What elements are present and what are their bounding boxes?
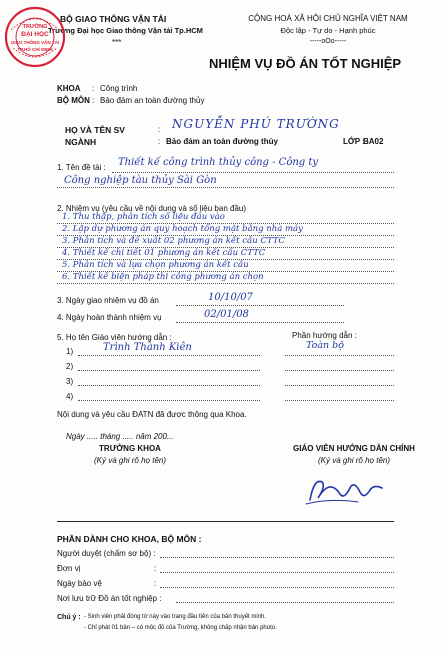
republic-name: CỘNG HOÀ XÃ HỘI CHỦ NGHĨA VIỆT NAM <box>248 14 408 23</box>
class-label: LỚP : <box>343 137 365 146</box>
student-name-value: NGUYỄN PHÚ TRƯỜNG <box>172 117 340 131</box>
khoa-sep: : <box>92 84 95 93</box>
storage-dotline <box>176 602 394 603</box>
topic-line-1: Thiết kế công trình thủy công - Công ty <box>118 157 319 168</box>
finish-date-label: 4. Ngày hoàn thành nhiệm vụ <box>57 313 162 322</box>
student-name-sep: : <box>158 125 161 134</box>
advisor-1-num: 1) <box>66 347 74 356</box>
bomon-value: Bảo đảm an toàn đường thủy <box>100 96 205 105</box>
topic-line-2: Công nghiệp tàu thủy Sài Gòn <box>64 175 217 186</box>
advisor-3-dotline <box>78 385 260 386</box>
advisor-2-num: 2) <box>66 362 74 371</box>
task-3: 3. Phân tích và đề xuất 02 phương án kết cấu CTTC <box>62 236 285 246</box>
reviewer-dotline <box>160 557 394 558</box>
advisor-4-part-dotline <box>285 400 394 401</box>
stamp-text-line3: GIAO THÔNG VẬN TẢI <box>10 40 60 45</box>
motto-ornament: -----oOo----- <box>309 38 347 45</box>
dean-sign-note: (Ký và ghi rõ họ tên) <box>93 456 167 465</box>
advisor-part-label: Phần hướng dẫn : <box>292 331 357 340</box>
topic-label: 1. Tên đề tài : <box>57 163 106 172</box>
task-2: 2. Lập dự phương án quy hoạch tổng mặt bằng nhà máy <box>62 224 303 234</box>
advisor-4-num: 4) <box>66 392 74 401</box>
advisor-4-dotline <box>78 400 260 401</box>
handwritten-signature-icon <box>300 470 390 510</box>
khoa-label: KHOA <box>57 84 81 93</box>
ministry-name: BỘ GIAO THÔNG VẬN TẢI <box>60 14 167 24</box>
major-label: NGÀNH <box>65 137 97 147</box>
advisor-1-name: Trình Thành Kiên <box>103 342 192 353</box>
topic-dotline-2 <box>57 187 394 188</box>
advisor-1-part: Toàn bộ <box>306 340 344 351</box>
advisor-3-num: 3) <box>66 377 74 386</box>
task-5: 5. Phân tích và lựa chọn phương án kết cấu <box>62 260 249 270</box>
defense-date-dotline <box>160 587 394 588</box>
header-stars: *** <box>112 38 122 47</box>
section-divider <box>57 521 394 522</box>
advisor-signature <box>300 470 390 510</box>
task-dotline-6 <box>57 283 394 284</box>
unit-dotline <box>160 572 394 573</box>
defense-date-sep: : <box>154 579 157 588</box>
assign-date-value: 10/10/07 <box>208 292 253 303</box>
advisor-2-dotline <box>78 370 260 371</box>
student-name-label: HỌ VÀ TÊN SV <box>65 125 125 135</box>
tasks-label: 2. Nhiệm vụ (yêu cầu về nội dung và số liệu ban đầu) <box>57 204 247 213</box>
signature-date: Ngày ..... tháng ..... năm 200... <box>66 432 174 441</box>
task-1: 1. Thu thập, phân tích số liệu đầu vào <box>62 212 225 222</box>
advisor-sign-title: GIÁO VIÊN HƯỚNG DẪN CHÍNH <box>293 444 415 453</box>
advisor-sign-note: (Ký và ghi rõ họ tên) <box>317 456 391 465</box>
note-line-1: - Sinh viên phải đóng tờ này vào trang đầu tiên của bản thuyết minh. <box>84 614 267 620</box>
defense-date-label: Ngày bảo vệ <box>57 579 102 588</box>
university-stamp <box>4 6 66 68</box>
dean-title: TRƯỞNG KHOA <box>99 444 161 453</box>
major-sep: : <box>158 137 161 146</box>
unit-label: Đơn vị <box>57 564 81 573</box>
advisor-2-part-dotline <box>285 370 394 371</box>
reviewer-label: Người duyệt (chấm sơ bộ) : <box>57 549 156 558</box>
stamp-text-mid: ĐẠI HỌC <box>21 31 49 38</box>
stamp-text-top: TRƯỜNG <box>22 24 48 30</box>
task-6: 6. Thiết kế biện pháp thi công phương án chọn <box>62 272 264 282</box>
advisor-3-part-dotline <box>285 385 394 386</box>
bomon-sep: : <box>92 96 95 105</box>
major-value: Bảo đảm an toàn đường thủy <box>166 137 278 146</box>
stamp-text-line4: TP.HỒ CHÍ MINH <box>17 47 53 52</box>
finish-date-value: 02/01/08 <box>204 309 249 320</box>
approval-text: Nội dung và yêu cầu ĐATN đã được thông qua Khoa. <box>57 410 247 419</box>
note-label: Chú ý : <box>57 614 81 621</box>
bomon-label: BỘ MÔN <box>57 96 90 105</box>
advisor-1-part-dotline <box>285 355 394 356</box>
page-title: NHIỆM VỤ ĐỒ ÁN TỐT NGHIỆP <box>208 56 402 71</box>
finish-date-dotline <box>176 322 344 323</box>
task-4: 4. Thiết kế chi tiết 01 phương án kết cấu CTTC <box>62 248 266 258</box>
assign-date-dotline <box>176 305 344 306</box>
khoa-value: Công trình <box>100 84 138 93</box>
advisor-label: 5. Họ tên Giáo viên hướng dẫn : <box>57 333 172 342</box>
university-name: Trường Đại học Giao thông Vận tải Tp.HCM <box>48 26 203 35</box>
unit-sep: : <box>154 564 157 573</box>
storage-label: Nơi lưu trữ Đồ án tốt nghiệp : <box>57 594 162 603</box>
topic-dotline-1 <box>112 172 394 173</box>
advisor-1-dotline <box>78 355 260 356</box>
note-line-2: - Chỉ phát 01 bản – có mộc đỏ của Trường, không chấp nhận bản photo. <box>84 625 277 631</box>
national-motto: Độc lập - Tự do - Hạnh phúc <box>280 26 376 35</box>
office-section-title: PHẦN DÀNH CHO KHOA, BỘ MÔN : <box>57 534 202 544</box>
assign-date-label: 3. Ngày giao nhiệm vụ đồ án <box>57 296 159 305</box>
class-value: BA02 <box>363 137 384 146</box>
